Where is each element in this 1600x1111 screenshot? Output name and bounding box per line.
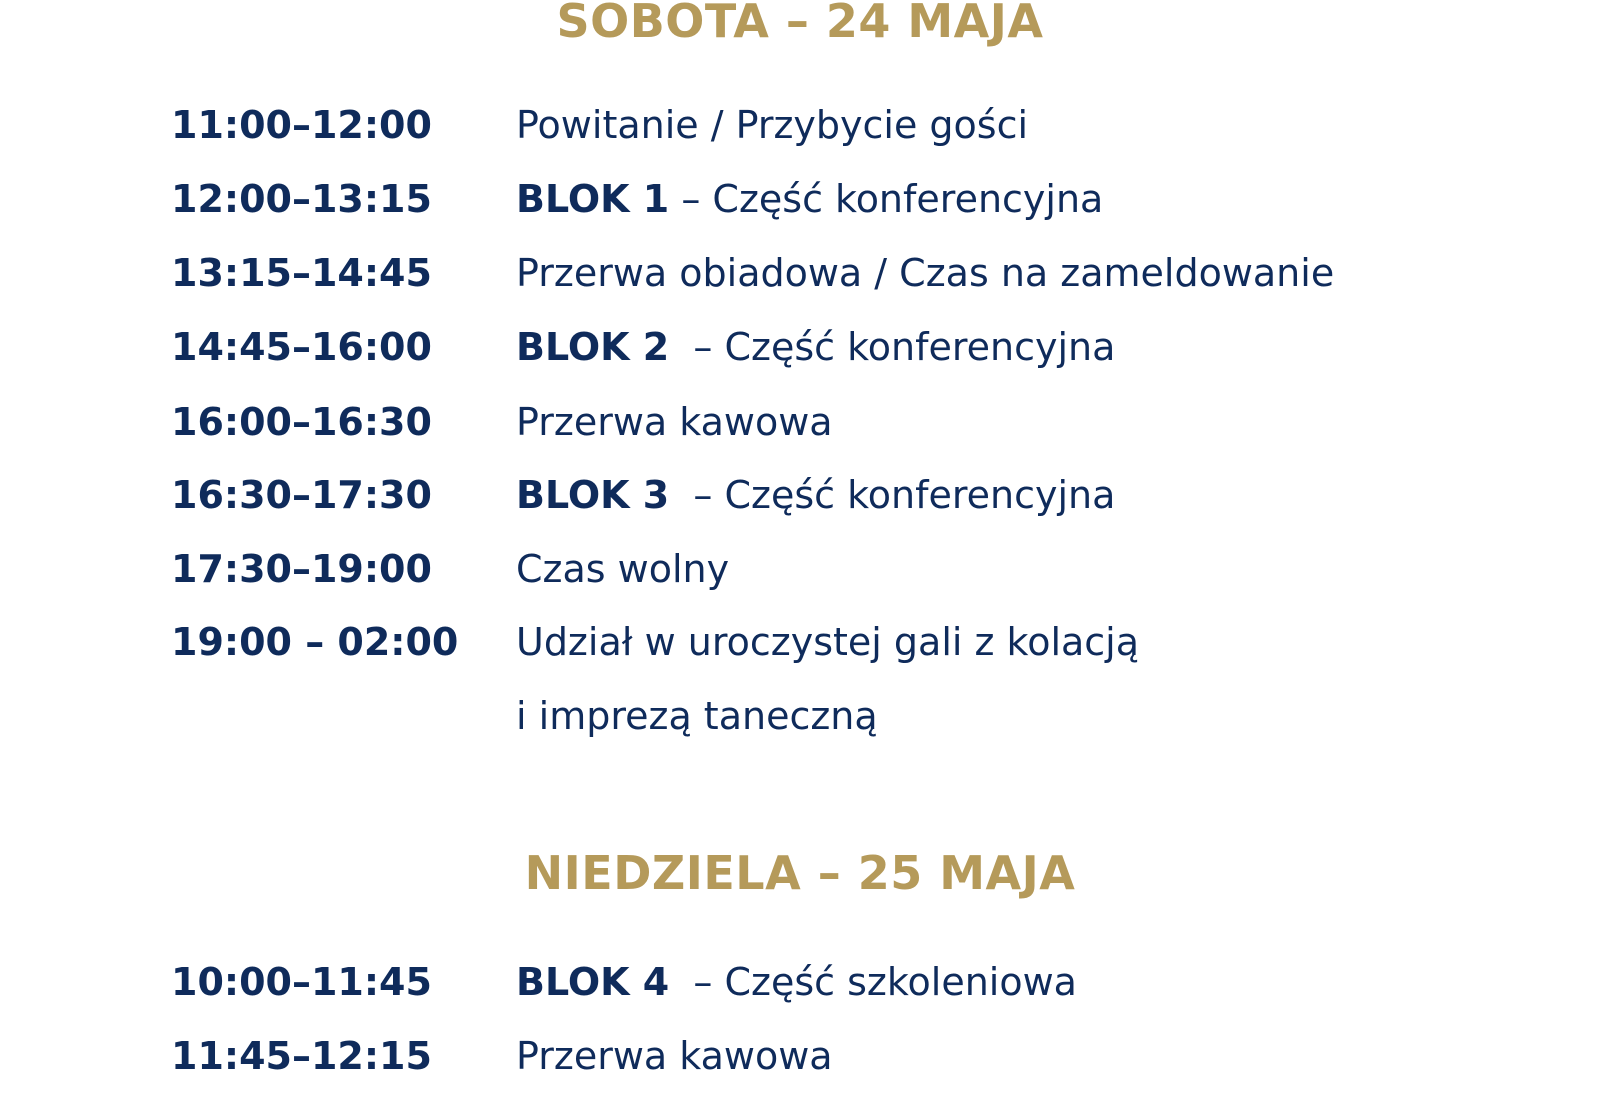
schedule-row [0,473,1600,550]
schedule-time: 16:30–17:30 [171,473,432,517]
schedule-description: BLOK 2 – Część konferencyjna [516,325,1116,369]
schedule-row [0,251,1600,328]
schedule-description: BLOK 3 – Część konferencyjna [516,473,1116,517]
schedule-row [0,620,1600,773]
schedule-time: 13:15–14:45 [171,251,432,295]
schedule-row [0,325,1600,402]
schedule-description: BLOK 1 – Część konferencyjna [516,177,1104,221]
block-label: BLOK 4 [516,960,670,1004]
schedule-description-continued: i imprezą taneczną [516,694,878,738]
schedule-time: 19:00 – 02:00 [171,620,459,664]
day-title-saturday: SOBOTA – 24 MAJA [556,0,1044,48]
block-label: BLOK 1 [516,177,670,221]
schedule-row [0,547,1600,624]
schedule-description: BLOK 4 – Część szkoleniowa [516,960,1077,1004]
block-label: BLOK 3 [516,473,670,517]
day-title-sunday: NIEDZIELA – 25 MAJA [524,846,1076,900]
schedule-description: Przerwa kawowa [516,1034,833,1078]
schedule-time: 16:00–16:30 [171,400,432,444]
schedule-description: Powitanie / Przybycie gości [516,103,1029,147]
schedule-time: 14:45–16:00 [171,325,432,369]
schedule-time: 11:45–12:15 [171,1034,432,1078]
schedule-time: 17:30–19:00 [171,547,432,591]
block-label: BLOK 2 [516,325,670,369]
schedule-time: 11:00–12:00 [171,103,432,147]
schedule-row [0,1034,1600,1111]
schedule-row [0,177,1600,254]
schedule-row [0,400,1600,477]
schedule-description: Przerwa obiadowa / Czas na zameldowanie [516,251,1335,295]
schedule-description: Udział w uroczystej gali z kolacją [516,620,1140,664]
schedule-row [0,103,1600,180]
schedule-description: Przerwa kawowa [516,400,833,444]
schedule-time: 10:00–11:45 [171,960,432,1004]
schedule-row [0,960,1600,1037]
schedule-description: Czas wolny [516,547,730,591]
schedule-time: 12:00–13:15 [171,177,432,221]
